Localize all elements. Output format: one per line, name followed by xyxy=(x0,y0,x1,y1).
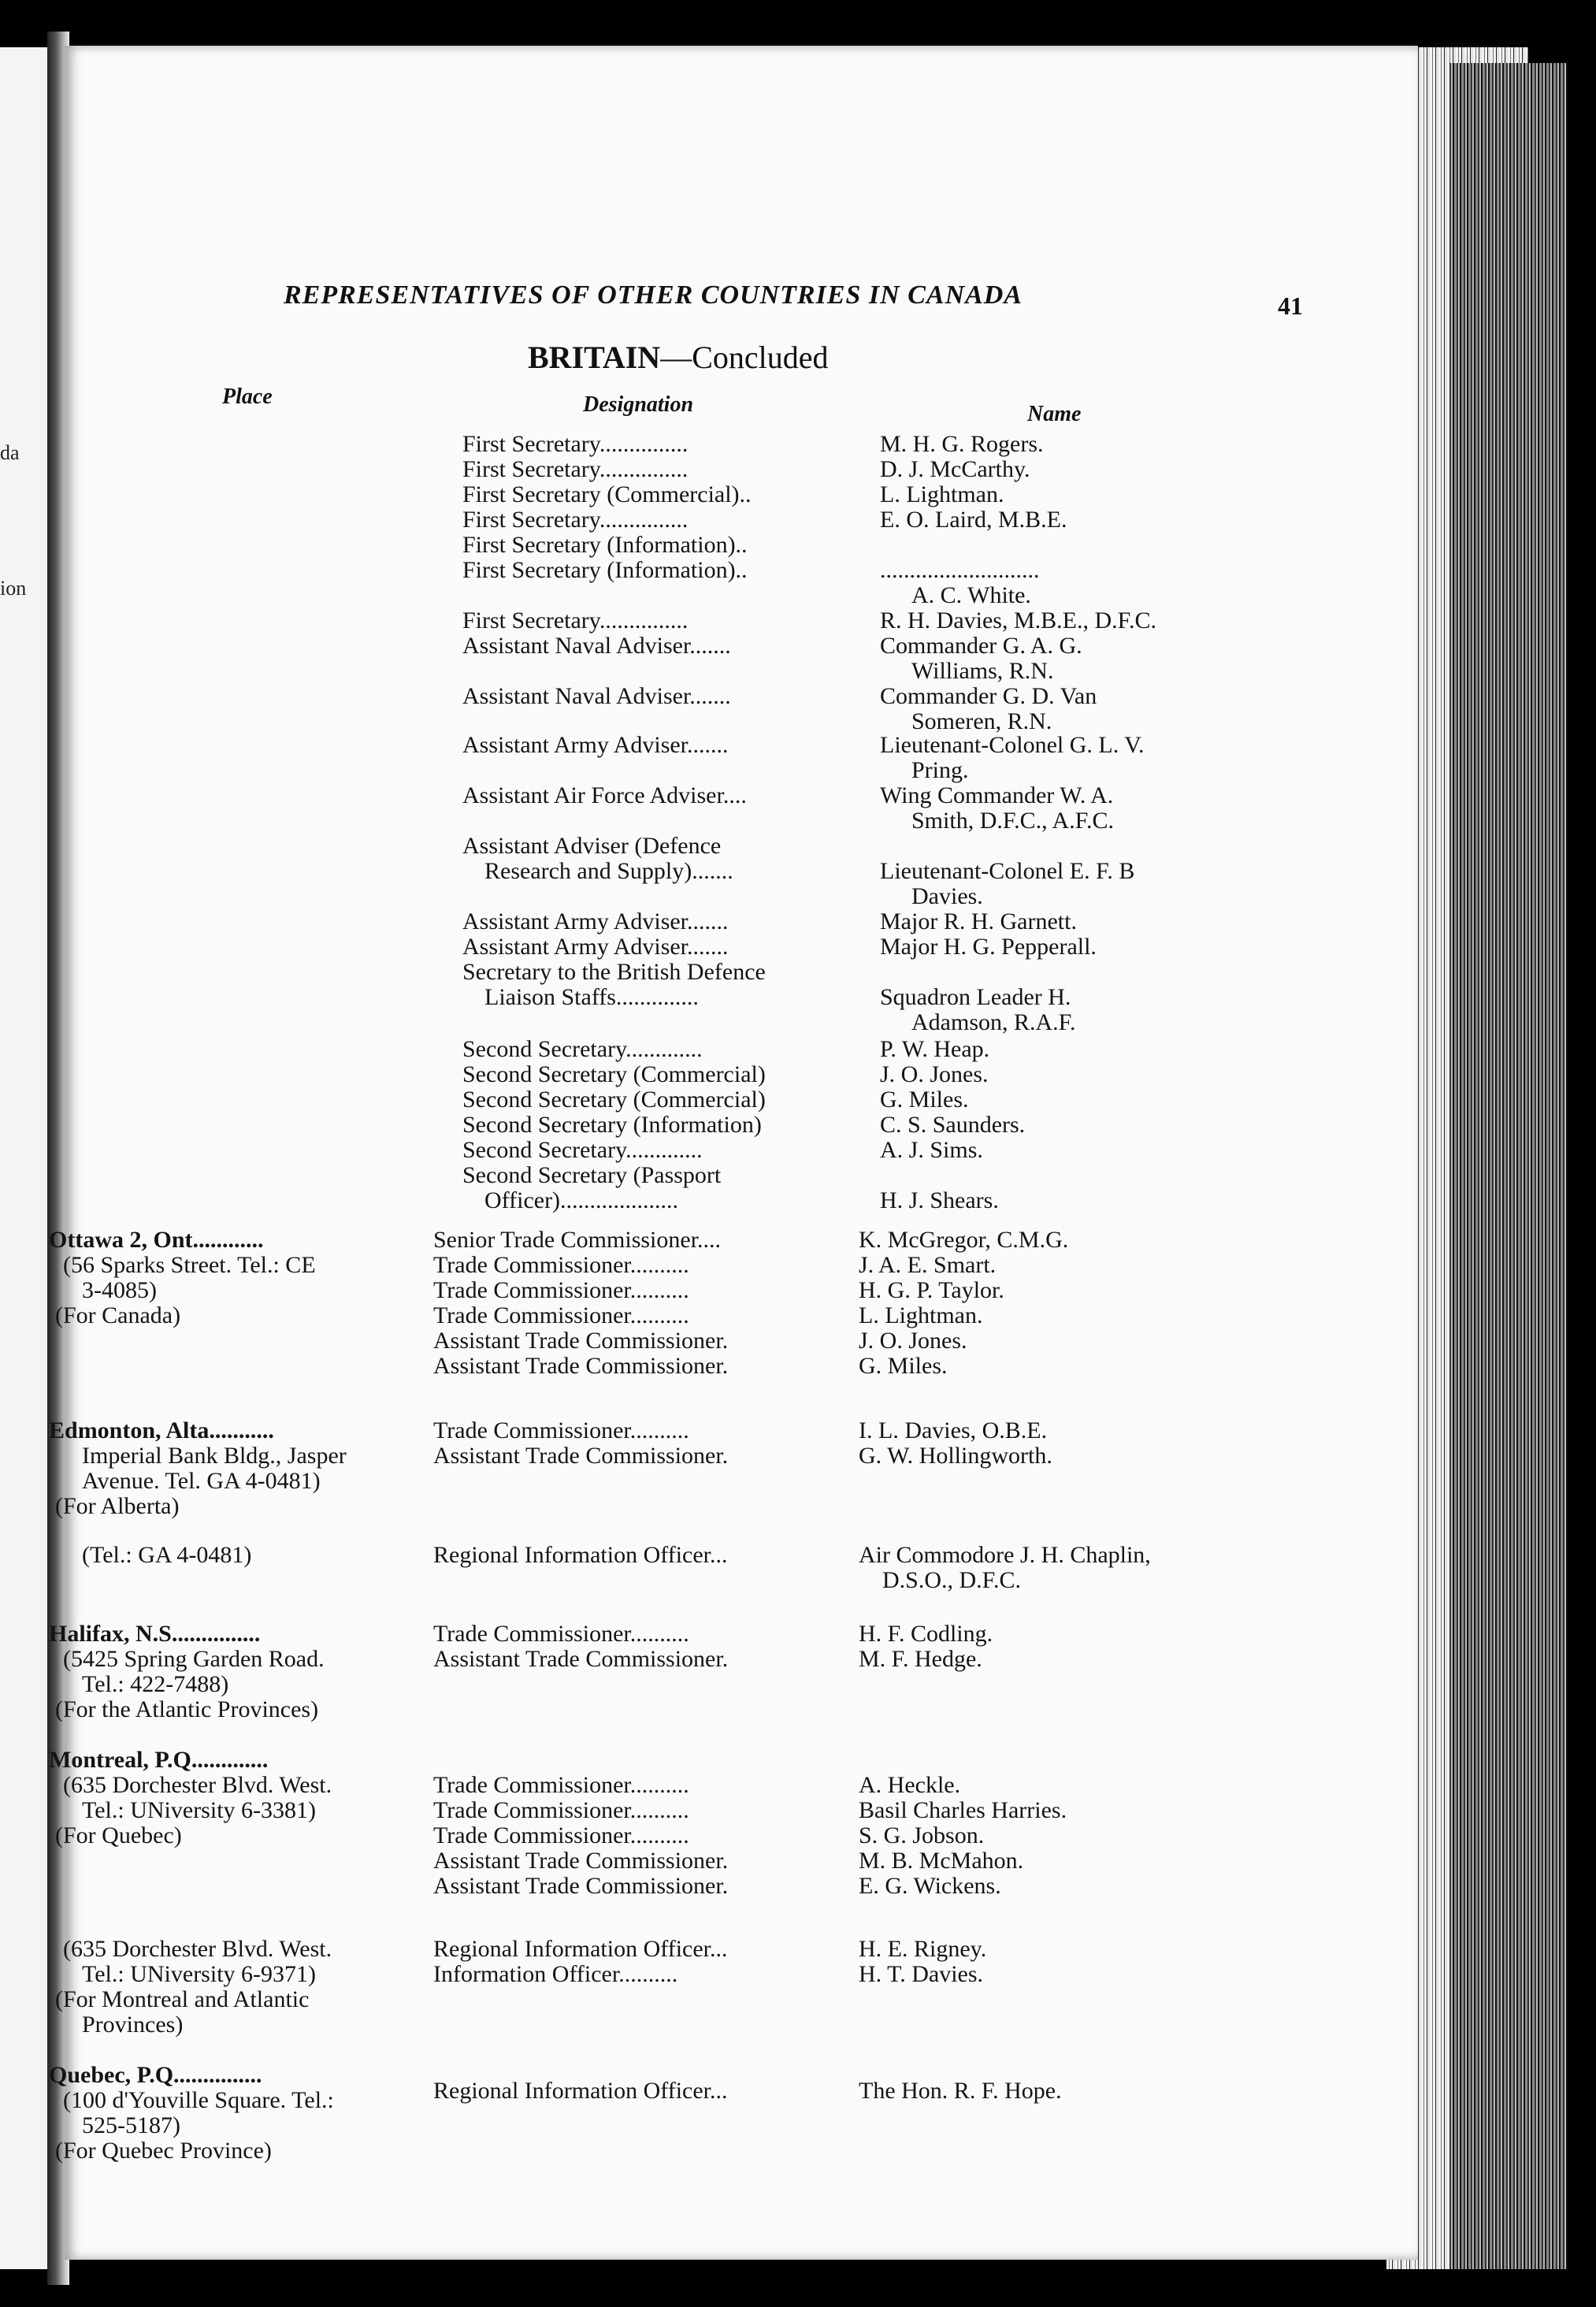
name-cell: Smith, D.F.C., A.F.C. xyxy=(911,808,1114,834)
column-header-place: Place xyxy=(222,384,273,409)
name-cell: Lieutenant-Colonel E. F. B xyxy=(880,858,1135,884)
office-name: I. L. Davies, O.B.E. xyxy=(859,1417,1048,1443)
designation-cell: Officer).................... xyxy=(484,1187,679,1213)
office-name: Air Commodore J. H. Chaplin, xyxy=(859,1542,1151,1568)
name-cell: Commander G. D. Van xyxy=(880,683,1097,709)
office-designation: Regional Information Officer... xyxy=(433,1936,728,1962)
office-designation: Trade Commissioner.......... xyxy=(433,1302,689,1328)
place-line: (For Montreal and Atlantic xyxy=(55,1986,310,2012)
office-name: J. A. E. Smart. xyxy=(859,1252,997,1278)
office-designation: Trade Commissioner.......... xyxy=(433,1417,689,1443)
office-name: K. McGregor, C.M.G. xyxy=(859,1227,1069,1253)
column-header-name: Name xyxy=(1027,402,1082,426)
designation-cell: Second Secretary (Commercial) xyxy=(462,1061,766,1087)
name-cell: M. H. G. Rogers. xyxy=(880,431,1044,457)
place-line: Halifax, N.S............... xyxy=(49,1621,261,1647)
page-stack-edge-dark xyxy=(1449,63,1568,2269)
place-line: (For the Atlantic Provinces) xyxy=(55,1696,319,1722)
place-line: (For Quebec) xyxy=(55,1822,182,1848)
designation-cell: First Secretary (Commercial).. xyxy=(462,481,752,507)
name-cell: G. Miles. xyxy=(880,1087,969,1113)
office-designation: Assistant Trade Commissioner. xyxy=(433,1328,729,1354)
office-name: H. E. Rigney. xyxy=(859,1936,987,1962)
place-line: Avenue. Tel. GA 4-0481) xyxy=(82,1468,321,1494)
office-name: Basil Charles Harries. xyxy=(859,1797,1067,1823)
place-line: (100 d'Youville Square. Tel.: xyxy=(63,2087,334,2113)
office-designation: Assistant Trade Commissioner. xyxy=(433,1873,729,1899)
office-name: A. Heckle. xyxy=(859,1772,961,1798)
country-suffix: —Concluded xyxy=(660,340,829,375)
office-name: M. F. Hedge. xyxy=(859,1646,982,1672)
designation-cell: Research and Supply)....... xyxy=(484,858,733,884)
office-designation: Trade Commissioner.......... xyxy=(433,1252,689,1278)
name-cell: Commander G. A. G. xyxy=(880,633,1082,659)
book-page xyxy=(49,46,1418,2260)
place-line: (Tel.: GA 4-0481) xyxy=(82,1542,252,1568)
place-line: Edmonton, Alta........... xyxy=(49,1417,274,1443)
office-name: H. G. P. Taylor. xyxy=(859,1277,1004,1303)
page-number: 41 xyxy=(1278,292,1303,320)
office-designation: Regional Information Officer... xyxy=(433,1542,728,1568)
name-cell: Major H. G. Pepperall. xyxy=(880,934,1097,960)
name-cell: Williams, R.N. xyxy=(911,658,1054,684)
name-cell: C. S. Saunders. xyxy=(880,1112,1026,1138)
office-name: E. G. Wickens. xyxy=(859,1873,1001,1899)
designation-cell: Second Secretary............. xyxy=(462,1036,703,1062)
designation-cell: First Secretary............... xyxy=(462,456,689,482)
designation-cell: Second Secretary (Commercial) xyxy=(462,1087,766,1113)
office-designation: Trade Commissioner.......... xyxy=(433,1621,689,1647)
office-designation: Trade Commissioner.......... xyxy=(433,1277,689,1303)
office-designation: Assistant Trade Commissioner. xyxy=(433,1443,729,1469)
office-name: L. Lightman. xyxy=(859,1302,983,1328)
place-line: Tel.: UNiversity 6-3381) xyxy=(82,1797,317,1823)
designation-cell: Assistant Naval Adviser....... xyxy=(462,683,731,709)
office-name: M. B. McMahon. xyxy=(859,1848,1024,1874)
office-designation: Information Officer.......... xyxy=(433,1961,678,1987)
name-cell: R. H. Davies, M.B.E., D.F.C. xyxy=(880,607,1156,633)
designation-cell: Secretary to the British Defence xyxy=(462,959,766,985)
office-designation: Regional Information Officer... xyxy=(433,2078,728,2104)
designation-cell: Second Secretary (Information) xyxy=(462,1112,762,1138)
place-line: Montreal, P.Q............. xyxy=(49,1747,269,1773)
place-line: (635 Dorchester Blvd. West. xyxy=(63,1936,332,1962)
name-cell: Pring. xyxy=(911,757,969,783)
place-line: Imperial Bank Bldg., Jasper xyxy=(82,1443,347,1469)
name-cell: L. Lightman. xyxy=(880,481,1004,507)
name-cell: Major R. H. Garnett. xyxy=(880,908,1077,934)
name-cell: Davies. xyxy=(911,883,983,909)
office-designation: Senior Trade Commissioner.... xyxy=(433,1227,722,1253)
name-cell: H. J. Shears. xyxy=(880,1187,999,1213)
place-line: (For Quebec Province) xyxy=(55,2138,272,2164)
office-name: J. O. Jones. xyxy=(859,1328,967,1354)
name-cell: J. O. Jones. xyxy=(880,1061,989,1087)
office-designation: Trade Commissioner.......... xyxy=(433,1822,689,1848)
designation-cell: First Secretary............... xyxy=(462,507,689,533)
name-cell: A. C. White. xyxy=(911,582,1031,608)
designation-cell: Assistant Air Force Adviser.... xyxy=(462,782,747,808)
office-name: G. Miles. xyxy=(859,1353,948,1379)
designation-cell: First Secretary (Information).. xyxy=(462,557,748,583)
place-line: (56 Sparks Street. Tel.: CE xyxy=(63,1252,316,1278)
place-line: Provinces) xyxy=(82,2012,184,2038)
name-cell: E. O. Laird, M.B.E. xyxy=(880,507,1067,533)
place-line: Ottawa 2, Ont............ xyxy=(49,1227,264,1253)
office-name: D.S.O., D.F.C. xyxy=(882,1567,1021,1593)
place-line: (635 Dorchester Blvd. West. xyxy=(63,1772,332,1798)
place-line: (For Canada) xyxy=(55,1302,181,1328)
country-heading xyxy=(528,339,829,376)
column-header-designation: Designation xyxy=(583,392,694,417)
office-designation: Assistant Trade Commissioner. xyxy=(433,1353,729,1379)
designation-cell: Assistant Army Adviser....... xyxy=(462,934,729,960)
designation-cell: First Secretary............... xyxy=(462,431,689,457)
office-designation: Trade Commissioner.......... xyxy=(433,1772,689,1798)
designation-cell: Liaison Staffs.............. xyxy=(484,984,699,1010)
office-name: G. W. Hollingworth. xyxy=(859,1443,1052,1469)
designation-cell: Assistant Army Adviser....... xyxy=(462,908,729,934)
place-line: (5425 Spring Garden Road. xyxy=(63,1646,325,1672)
margin-fragment: ion xyxy=(0,577,27,600)
office-name: The Hon. R. F. Hope. xyxy=(859,2078,1062,2104)
office-designation: Assistant Trade Commissioner. xyxy=(433,1646,729,1672)
office-name: H. F. Codling. xyxy=(859,1621,993,1647)
office-designation: Assistant Trade Commissioner. xyxy=(433,1848,729,1874)
place-line: Quebec, P.Q............... xyxy=(49,2062,262,2088)
margin-fragment: da xyxy=(0,441,20,464)
running-head: REPRESENTATIVES OF OTHER COUNTRIES IN CANADA xyxy=(284,280,1023,310)
office-name: S. G. Jobson. xyxy=(859,1822,985,1848)
designation-cell: First Secretary (Information).. xyxy=(462,532,748,558)
name-cell: Wing Commander W. A. xyxy=(880,782,1114,808)
designation-cell: Second Secretary............. xyxy=(462,1137,703,1163)
name-cell: ........................... xyxy=(880,557,1040,583)
place-line: 3-4085) xyxy=(82,1277,157,1303)
designation-cell: Assistant Adviser (Defence xyxy=(462,833,722,859)
name-cell: Lieutenant-Colonel G. L. V. xyxy=(880,732,1145,758)
name-cell: Adamson, R.A.F. xyxy=(911,1009,1076,1035)
office-name: H. T. Davies. xyxy=(859,1961,984,1987)
name-cell: D. J. McCarthy. xyxy=(880,456,1030,482)
country-name: BRITAIN xyxy=(528,340,661,375)
name-cell: A. J. Sims. xyxy=(880,1137,983,1163)
place-line: Tel.: 422-7488) xyxy=(82,1671,229,1697)
name-cell: Someren, R.N. xyxy=(911,708,1052,734)
name-cell: Squadron Leader H. xyxy=(880,984,1071,1010)
designation-cell: Second Secretary (Passport xyxy=(462,1162,722,1188)
name-cell: P. W. Heap. xyxy=(880,1036,990,1062)
designation-cell: Assistant Army Adviser....... xyxy=(462,732,729,758)
office-designation: Trade Commissioner.......... xyxy=(433,1797,689,1823)
designation-cell: Assistant Naval Adviser....... xyxy=(462,633,731,659)
designation-cell: First Secretary............... xyxy=(462,607,689,633)
place-line: 525-5187) xyxy=(82,2112,180,2138)
place-line: Tel.: UNiversity 6-9371) xyxy=(82,1961,317,1987)
place-line: (For Alberta) xyxy=(55,1493,180,1519)
